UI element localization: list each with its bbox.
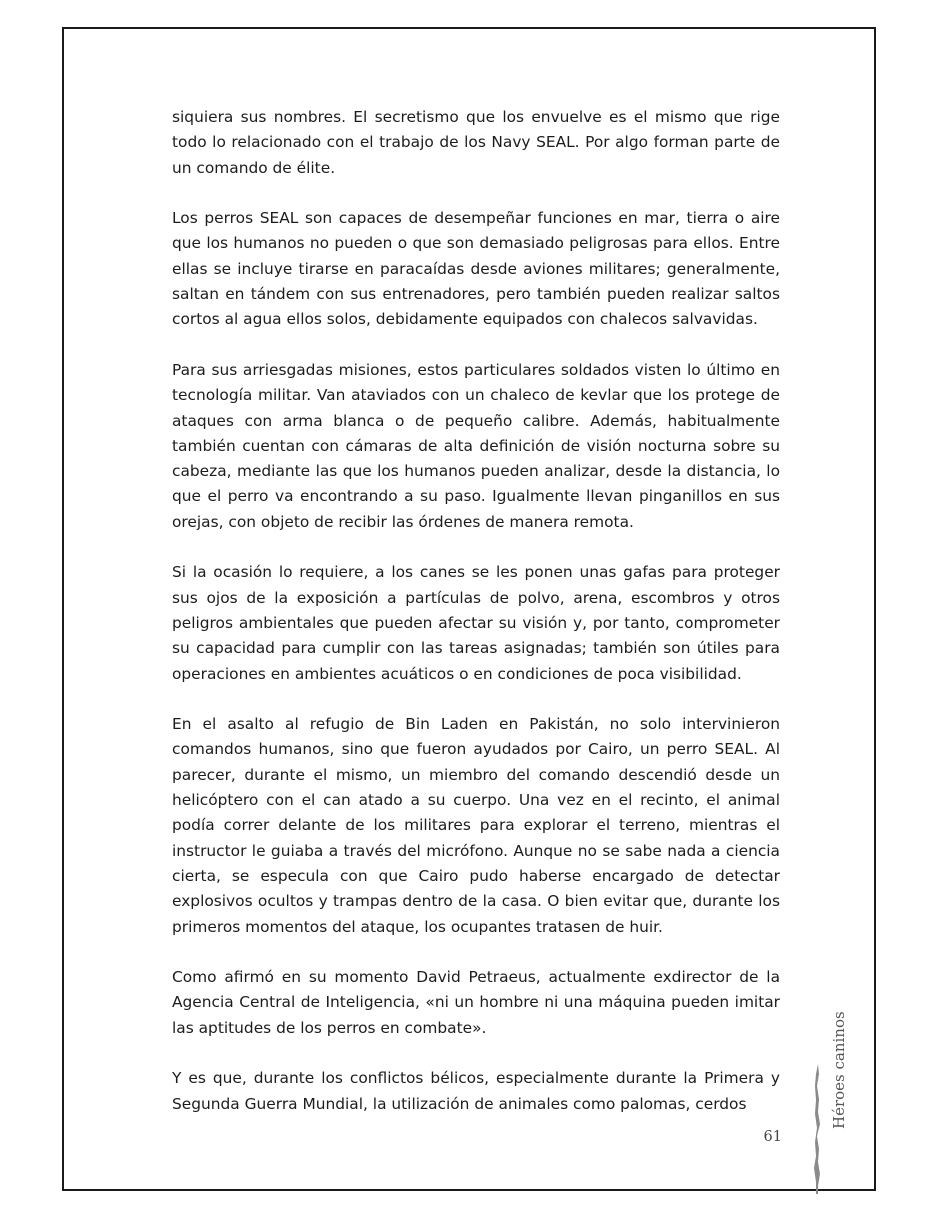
page-frame: [62, 27, 876, 1191]
paragraph-7: Y es que, durante los conflictos bélicos, especialmente durante la Primera y Segunda Guerra Mundial, la utilización de animales como palomas, cerdos: [172, 1069, 780, 1113]
paragraph-2: Los perros SEAL son capaces de desempeñar funciones en mar, tierra o aire que los humanos no pueden o que son demasiado peligrosas para ellos. Entre ellas se incluye tirarse en paracaídas desde aviones militares; generalmente, saltan en tándem con sus entrenadores, pero también pueden realizar saltos cortos al agua ellos solos, debidamente equipados con chalecos salvavidas.: [172, 209, 780, 329]
running-title: Héroes caninos: [830, 1011, 848, 1129]
paragraph-5: En el asalto al refugio de Bin Laden en Pakistán, no solo intervinieron comandos humanos, sino que fueron ayudados por Cairo, un perro SEAL. Al parecer, durante el mismo, un miembro del comando descendió desde un helicóptero con el can atado a su cuerpo. Una vez en el recinto, el animal podía correr delante de los militares para explorar el terreno, mientras el instructor le guiaba a través del micrófono. Aunque no se sabe nada a ciencia cierta, se especula con que Cairo pudo haberse encargado de detectar explosivos ocultos y trampas dentro de la casa. O bien evitar que, durante los primeros momentos del ataque, los ocupantes tratasen de huir.: [172, 715, 780, 936]
paragraph-1: siquiera sus nombres. El secretismo que los envuelve es el mismo que rige todo lo relacionado con el trabajo de los Navy SEAL. Por algo forman parte de un comando de élite.: [172, 108, 780, 177]
page-number: 61: [763, 1129, 782, 1145]
body-text: [172, 105, 780, 1142]
brush-stroke-decoration: [813, 1064, 823, 1194]
paragraph-3: Para sus arriesgadas misiones, estos particulares soldados visten lo último en tecnología militar. Van ataviados con un chaleco de kevlar que los protege de ataques con arma blanca o de pequeño calibre. Además, habitualmente también cuentan con cámaras de alta definición de visión nocturna sobre su cabeza, mediante las que los humanos pueden analizar, desde la distancia, lo que el perro va encontrando a su paso. Igualmente llevan pinganillos en sus orejas, con objeto de recibir las órdenes de manera remota.: [172, 360, 780, 531]
paragraph-6: Como afirmó en su momento David Petraeus, actualmente exdirector de la Agencia Central de Inteligencia, «ni un hombre ni una máquina pueden imitar las aptitudes de los perros en combate».: [172, 968, 780, 1037]
paragraph-4: Si la ocasión lo requiere, a los canes se les ponen unas gafas para proteger sus ojos de la exposición a partículas de polvo, arena, escombros y otros peligros ambientales que pueden afectar su visión y, por tanto, comprometer su capacidad para cumplir con las tareas asignadas; también son útiles para operaciones en ambientes acuáticos o en condiciones de poca visibilidad.: [172, 563, 780, 683]
